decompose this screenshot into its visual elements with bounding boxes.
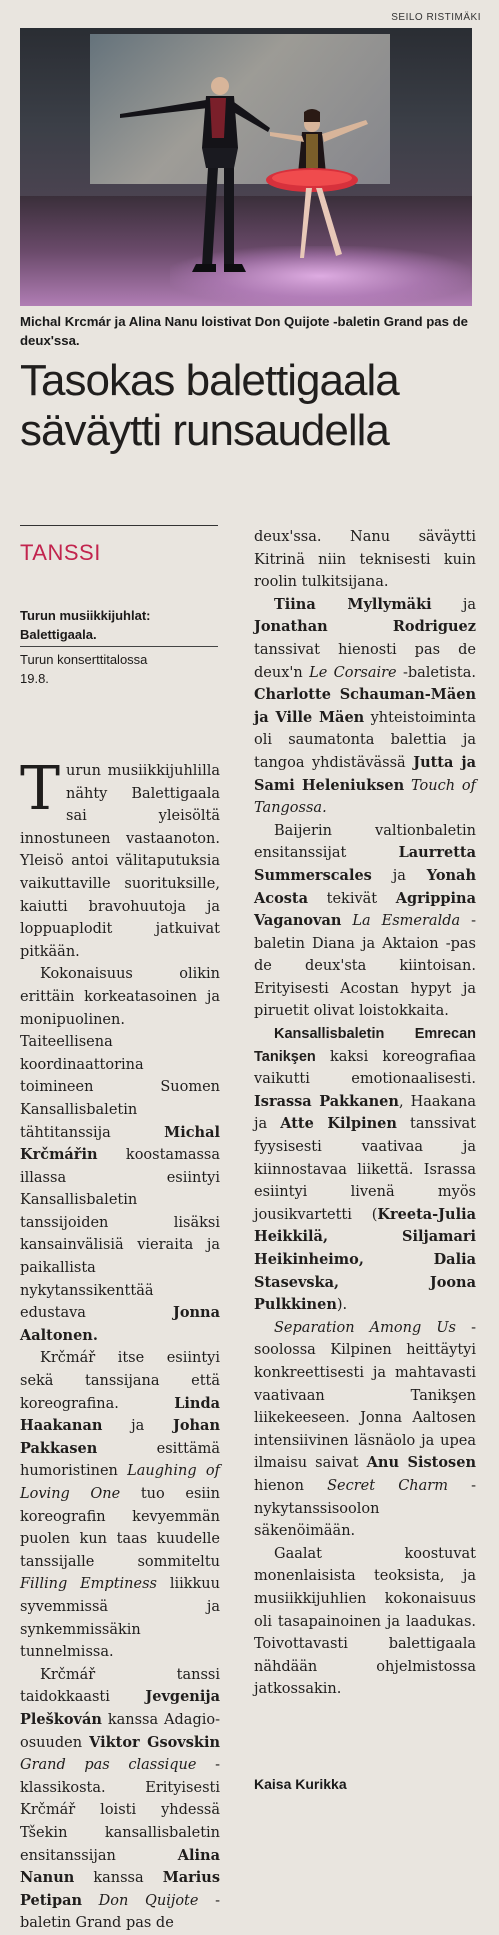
text [404,778,411,794]
text [82,1893,99,1909]
info-divider [20,646,218,647]
name: Jutta ja Sami Heleniuksen [254,753,476,794]
name: Marius Petipan [20,1869,220,1909]
article-column-2 [254,526,476,1701]
name: Jonna Aaltonen. [20,1304,220,1344]
name: Israssa Pakkanen [254,1092,399,1110]
photo-credit: SEILO RISTIMÄKI [391,12,481,23]
work-title: La Esmeralda [352,913,461,930]
work-title: Touch of Tangossa. [254,777,476,817]
work-title: Le Corsaire [309,664,397,681]
name: Jonathan Rodriguez [254,618,476,636]
work-title: Laughing of Loving One [20,1463,221,1502]
text: tanssivat hienosti pas de deux'n [254,641,476,681]
name: Laurretta Summerscales [254,844,476,884]
paragraph [20,963,220,1347]
paragraph [254,594,476,820]
text: kaksi koreografiaa vaikutti emotionaalisesti. [254,1048,476,1088]
paragraph [20,1664,220,1935]
text: tuo esiin koreografin kevyemmän puolen kun taas kuudelle tanssijalle sommiteltu [20,1486,220,1570]
text [341,913,352,929]
name: Yonah Acosta [254,866,476,907]
name: Jevgenija Pleškován [20,1688,220,1728]
name: Johan Pakkasen [20,1417,220,1457]
text: ja [371,867,427,884]
text: , Haakana ja [254,1093,476,1133]
text: -nykytanssisoolon säkenöimään. [254,1477,477,1540]
text: ja [102,1418,173,1435]
paragraph [254,1543,476,1701]
name: Linda Haakanan [20,1394,220,1435]
photo-caption: Michal Krcmár ja Alina Nanu loistivat Don Quijote -baletin Grand pas de deux'ssa. [20,314,468,348]
dancers-illustration [20,28,472,306]
name: Kansallisbaletin Emrecan Tanikşen [254,1026,476,1065]
text: -baletin Diana ja Aktaion -pas de deux'sta kiintoisan. Erityisesti Acostan hypyt ja piruetit olivat loistokkaita. [254,913,476,1020]
drop-cap: T [20,754,61,824]
text: urun musiikkijuhlilla nähty Balettigaala sai yleisöltä innostuneen vastaanoton. Yleisö antoi välitaputuksia vaikuttaville suorituksille, kaiutti bravohuutoja ja loppuaplodit jatkuivat pitkään. [20,763,220,960]
paragraph [20,1347,220,1663]
event-venue: Turun konserttitalossa [20,652,148,667]
name: Kreeta-Julia Heikkilä, Siljamari Heikinheimo, Dalia Stasevska, Joona Pulkkinen [254,1205,476,1314]
text: Gaalat koostuvat monenlaisista teoksista, ja musiikkijuhlien kokonaisuus oli tasapainoinen ja laadukas. Toivottavasti balettigaala nähdään ohjelmistossa jatkossakin. [254,1545,476,1698]
text: -baletin Grand pas de [20,1892,220,1932]
section-rule [20,525,218,526]
article-column-1 [20,754,221,1935]
text: -baletista. [396,664,477,681]
text: kanssa Adagio-osuuden [20,1711,220,1751]
event-name: Turun musiikkijuhlat: Balettigaala. [20,608,151,642]
work-title: Don Quijote [98,1892,199,1909]
text: Baijerin valtionbaletin ensitanssijat [254,822,476,862]
text: yhteistoiminta oli saumatonta balettia ja tangoa yhdistävässä [254,709,476,771]
text: deux'ssa. Nanu säväytti Kitrinä niin teknisesti kuin roolin tulkitsijana. [254,529,476,591]
text: ). [336,1297,348,1314]
paragraph [254,1317,476,1543]
work-title: Grand pas classique [20,1757,197,1774]
text: tekivät [308,890,396,907]
text: esittämä humoristinen [20,1440,220,1480]
event-info [20,606,218,688]
text: -klassikosta. Erityisesti Krčmář loisti yhdessä Tšekin kansallisbaletin ensitanssijan [20,1757,220,1864]
text: kanssa [74,1870,163,1887]
work-title: Secret Charm [327,1477,448,1494]
name: Alina Nanun [20,1846,220,1887]
text: koostamassa illassa esiintyi Kansallisbaletin tanssijoiden lisäksi kansainvälisiä vieraita ja paikallista nykytanssikenttää edustava [20,1147,220,1322]
name: Anu Sistosen [366,1454,476,1472]
paragraph [254,526,476,594]
name: Tiina Myllymäki [274,595,432,613]
text: Kokonaisuus olikin erittäin korkeatasoinen ja monipuolinen. Taiteellisena koordinaattorina toimineen Suomen Kansallisbaletin tähtitanssija [20,966,220,1141]
headline: Tasokas balettigaala säväytti runsaudella [20,356,399,455]
name: Michal Krčmářin [20,1123,220,1164]
paragraph [20,754,220,963]
name: Charlotte Schauman-Mäen ja Ville Mäen [254,686,476,726]
text: hienon [254,1477,328,1494]
text: -soolossa Kilpinen heittäytyi konkreettisesti ja mahtavasti vaativaan Tanikşen liikekeeseen. Jonna Aaltosen intensiivinen läsnäolo ja upea ilmaisu saivat [254,1319,476,1472]
name: Agrippina Vaganovan [254,889,476,930]
work-title: Separation Among Us [274,1319,456,1336]
author-byline: Kaisa Kurikka [254,1776,347,1792]
text: Krčmář itse esiintyi sekä tanssijana että koreografina. [20,1350,220,1412]
text: Krčmář tanssi taidokkaasti [20,1666,220,1706]
text: liikkuu syvemmissä ja synkemmissäkin tunnelmissa. [20,1576,220,1661]
section-label: TANSSI [20,540,101,565]
text: ja [431,596,476,613]
name: Viktor Gsovskin [89,1733,220,1751]
paragraph [254,1023,476,1317]
text: tanssivat fyysisesti vaativaa ja kiinnostavaa liikettä. Israssa esiintyi livenä myös jousikvartetti ( [254,1116,477,1223]
ballet-photo [20,28,472,306]
event-date: 19.8. [20,671,49,686]
name: Atte Kilpinen [280,1115,397,1133]
paragraph [254,820,476,1023]
work-title: Filling Emptiness [20,1576,157,1593]
